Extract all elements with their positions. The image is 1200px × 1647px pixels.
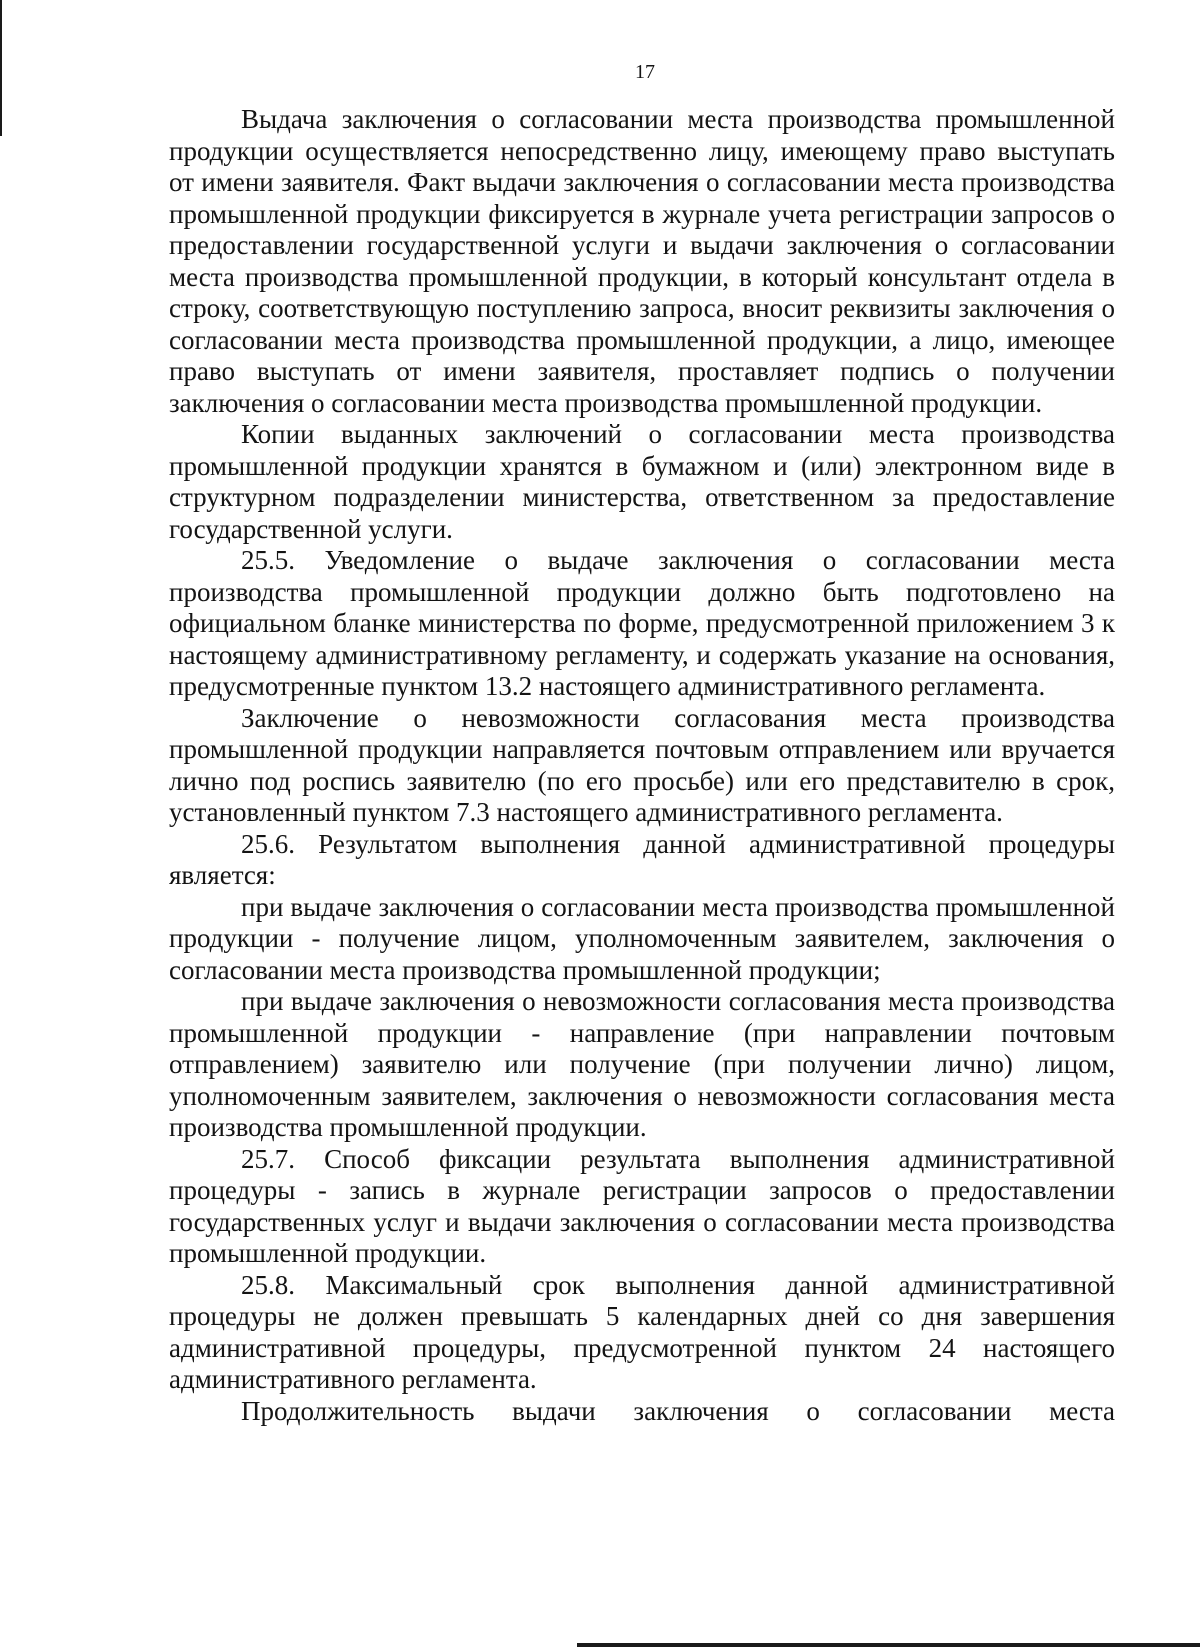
document-body — [169, 104, 1115, 1427]
paragraph-copies-storage: Копии выданных заключений о согласовании места производства промышленной продукции хранятся в бумажном и (или) электронном виде в структурном подразделении министерства, ответственном за предоставление государственной услуги. — [169, 419, 1115, 544]
paragraph-impossibility-notice: Заключение о невозможности согласования места производства промышленной продукции направляется почтовым отправлением или вручается лично под роспись заявителю (по его просьбе) или его представителю в срок, установленный пунктом 7.3 настоящего административного регламента. — [169, 702, 1115, 827]
paragraph-result-impossibility: при выдаче заключения о невозможности согласования места производства промышленной продукции - направление (при направлении почтовым отправлением) заявителю или получение (при получении лично) лицом, уполномоченным заявителем, заключения о невозможности согласования места производства промышленной продукции. — [169, 986, 1115, 1142]
paragraph-25-8: 25.8. Максимальный срок выполнения данной административной процедуры не должен превышать 5 календарных дней со дня завершения административной процедуры, предусмотренной пунктом 24 настоящего административного регламента. — [169, 1269, 1115, 1394]
paragraph-result-approval: при выдаче заключения о согласовании места производства промышленной продукции - получение лицом, уполномоченным заявителем, заключения о согласовании места производства промышленной продукции; — [169, 891, 1115, 985]
paragraph-25-6: 25.6. Результатом выполнения данной административной процедуры является: — [169, 828, 1115, 890]
paragraph-duration: Продолжительность выдачи заключения о согласовании места — [241, 1395, 1115, 1426]
paragraph-25-7: 25.7. Способ фиксации результата выполнения административной процедуры - запись в журнале регистрации запросов о предоставлении государственных услуг и выдачи заключения о согласовании места производства промышленной продукции. — [169, 1143, 1115, 1268]
page-number: 17 — [635, 61, 655, 83]
scan-bottom-edge — [577, 1643, 1200, 1647]
paragraph-issuance: Выдача заключения о согласовании места производства промышленной продукции осуществляется непосредственно лицу, имеющему право выступать от имени заявителя. Факт выдачи заключения о согласовании места производства промышленной продукции фиксируется в журнале учета регистрации запросов о предоставлении государственной услуги и выдачи заключения о согласовании места производства промышленной продукции, в который консультант отдела в строку, соответствующую поступлению запроса, вносит реквизиты заключения о согласовании места производства промышленной продукции, а лицо, имеющее право выступать от имени заявителя, проставляет подпись о получении заключения о согласовании места производства промышленной продукции. — [169, 104, 1115, 418]
paragraph-25-5: 25.5. Уведомление о выдаче заключения о согласовании места производства промышленной продукции должно быть подготовлено на официальном бланке министерства по форме, предусмотренной приложением 3 к настоящему административному регламенту, и содержать указание на основания, предусмотренные пунктом 13.2 настоящего административного регламента. — [169, 545, 1115, 701]
